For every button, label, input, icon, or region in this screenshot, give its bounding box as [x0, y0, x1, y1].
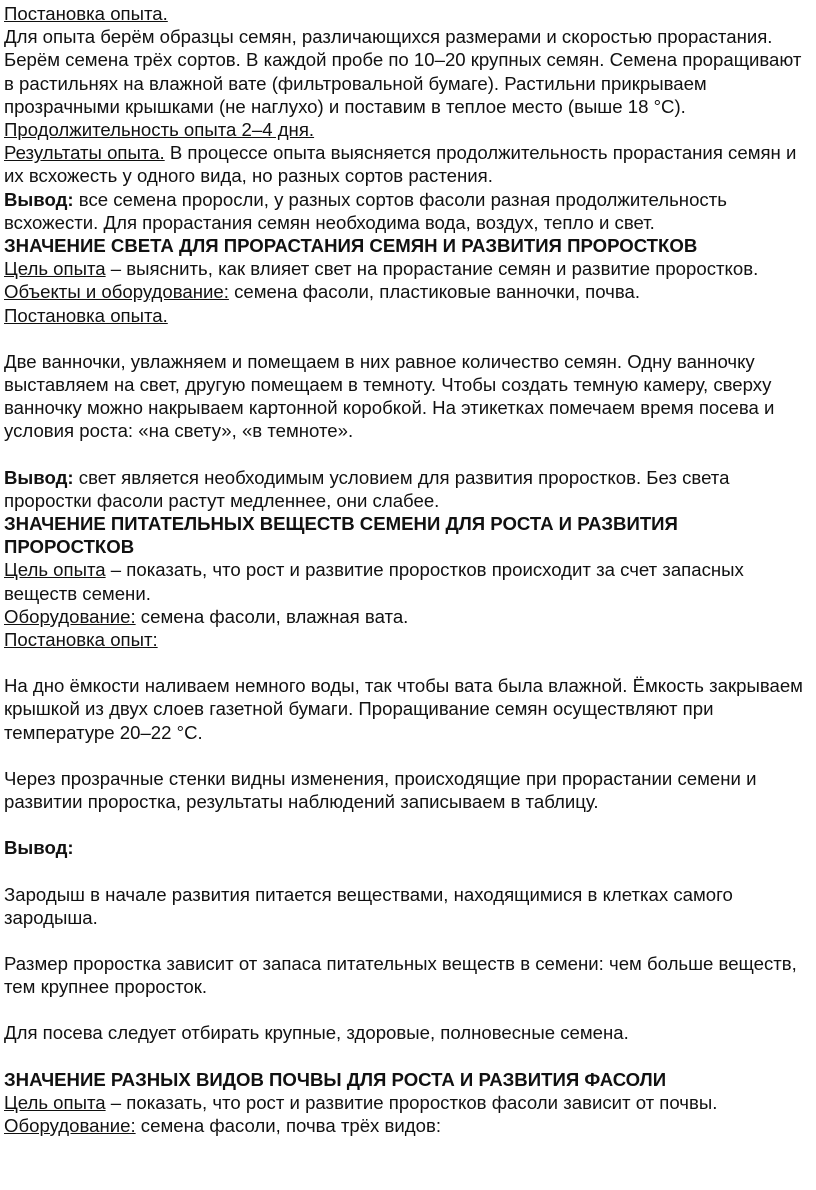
nutrients-equipment-paragraph [4, 605, 810, 628]
soil-goal-paragraph [4, 1091, 810, 1114]
results-text: В процессе опыта выясняется продолжительность прорастания семян и их всхожесть у одного вида, но разных сортов растения. [4, 142, 797, 187]
results-paragraph [4, 141, 810, 187]
conclusion-text: все семена проросли, у разных сортов фасоли разная продолжительность всхожести. Для прорастания семян необходима вода, воздух, тепло и свет. [4, 188, 727, 233]
light-section-heading: ЗНАЧЕНИЕ СВЕТА ДЛЯ ПРОРАСТАНИЯ СЕМЯН И РАЗВИТИЯ ПРОРОСТКОВ [4, 235, 698, 257]
results-label: Результаты опыта. [4, 142, 165, 164]
setup-text: Для опыта берём образцы семян, различающихся размерами и скоростью прорастания. Берём семена трёх сортов. В каждой пробе по 10–20 крупных семян. Семена проращивают в растильнях на влажной вате (фильтровальной бумаге). Растильни прикрываем прозрачными крышками (не наглухо) и поставим в теплое место (выше 18 °С). [4, 26, 802, 117]
conclusion-label: Вывод: [4, 188, 74, 210]
soil-section-heading: ЗНАЧЕНИЕ РАЗНЫХ ВИДОВ ПОЧВЫ ДЛЯ РОСТА И РАЗВИТИЯ ФАСОЛИ [4, 1068, 667, 1090]
nutrients-conclusion-2: Размер проростка зависит от запаса питательных веществ в семени: чем больше веществ, тем крупнее проросток. [4, 952, 797, 998]
setup-label-text: Постановка опыта. [4, 3, 168, 24]
light-conclusion-text: свет является необходимым условием для развития проростков. Без света проростки фасоли растут медленнее, они слабее. [4, 466, 730, 511]
light-goal-text: – выяснить, как влияет свет на прорастание семян и развитие проростков. [105, 258, 759, 280]
nutrients-equipment-text: семена фасоли, влажная вата. [135, 605, 409, 627]
light-objects-label: Объекты и оборудование: [4, 281, 229, 303]
soil-equipment-text: семена фасоли, почва трёх видов: [135, 1114, 442, 1136]
nutrients-equipment-label: Оборудование: [4, 605, 136, 627]
duration-text: Продолжительность опыта 2–4 дня. [4, 119, 315, 141]
nutrients-goal-label: Цель опыта [4, 559, 106, 581]
nutrients-section-heading: ЗНАЧЕНИЕ ПИТАТЕЛЬНЫХ ВЕЩЕСТВ СЕМЕНИ ДЛЯ РОСТА И РАЗВИТИЯ ПРОРОСТКОВ [4, 513, 678, 558]
nutrients-setup-label-text: Постановка опыт: [4, 629, 158, 651]
light-goal-label: Цель опыта [4, 258, 106, 280]
light-conclusion-label: Вывод: [4, 466, 74, 488]
light-setup-text: Две ванночки, увлажняем и помещаем в них равное количество семян. Одну ванночку выставляем на свет, другую помещаем в темноту. Чтобы создать темную камеру, сверху ванночку можно накрываем картонной коробкой. На этикетках помечаем время посева и условия роста: «на свету», «в темноте». [4, 350, 775, 442]
light-goal-paragraph [4, 257, 810, 280]
conclusion-paragraph [4, 188, 810, 234]
setup-label [4, 2, 810, 25]
nutrients-setup-label [4, 628, 810, 651]
setup-paragraph [4, 25, 810, 141]
soil-equipment-paragraph [4, 1114, 810, 1137]
light-objects-text: семена фасоли, пластиковые ванночки, почва. [228, 281, 641, 303]
nutrients-conclusion-1: Зародыш в начале развития питается веществами, находящимися в клетках самого зародыша. [4, 883, 733, 928]
nutrients-conclusion-label: Вывод: [4, 837, 74, 859]
light-conclusion-paragraph [4, 466, 810, 512]
nutrients-goal-text: – показать, что рост и развитие проростков происходит за счет запасных веществ семени. [4, 559, 744, 604]
soil-equipment-label: Оборудование: [4, 1114, 136, 1136]
light-setup-label-text: Постановка опыта. [4, 304, 168, 326]
soil-goal-label: Цель опыта [4, 1091, 106, 1113]
nutrients-observe-text: Через прозрачные стенки видны изменения, происходящие при прорастании семени и развитии проростка, результаты наблюдений записываем в таблицу. [4, 767, 757, 813]
nutrients-conclusion-3: Для посева следует отбирать крупные, здоровые, полновесные семена. [4, 1022, 629, 1044]
nutrients-setup-text: На дно ёмкости наливаем немного воды, так чтобы вата была влажной. Ёмкость закрываем крышкой из двух слоев газетной бумаги. Проращивание семян осуществляют при температуре 20–22 °С. [4, 675, 803, 743]
document-page [4, 2, 810, 1137]
light-setup-label [4, 304, 810, 327]
light-objects-paragraph [4, 280, 810, 303]
soil-goal-text: – показать, что рост и развитие проростков фасоли зависит от почвы. [105, 1091, 718, 1113]
nutrients-goal-paragraph [4, 558, 810, 604]
